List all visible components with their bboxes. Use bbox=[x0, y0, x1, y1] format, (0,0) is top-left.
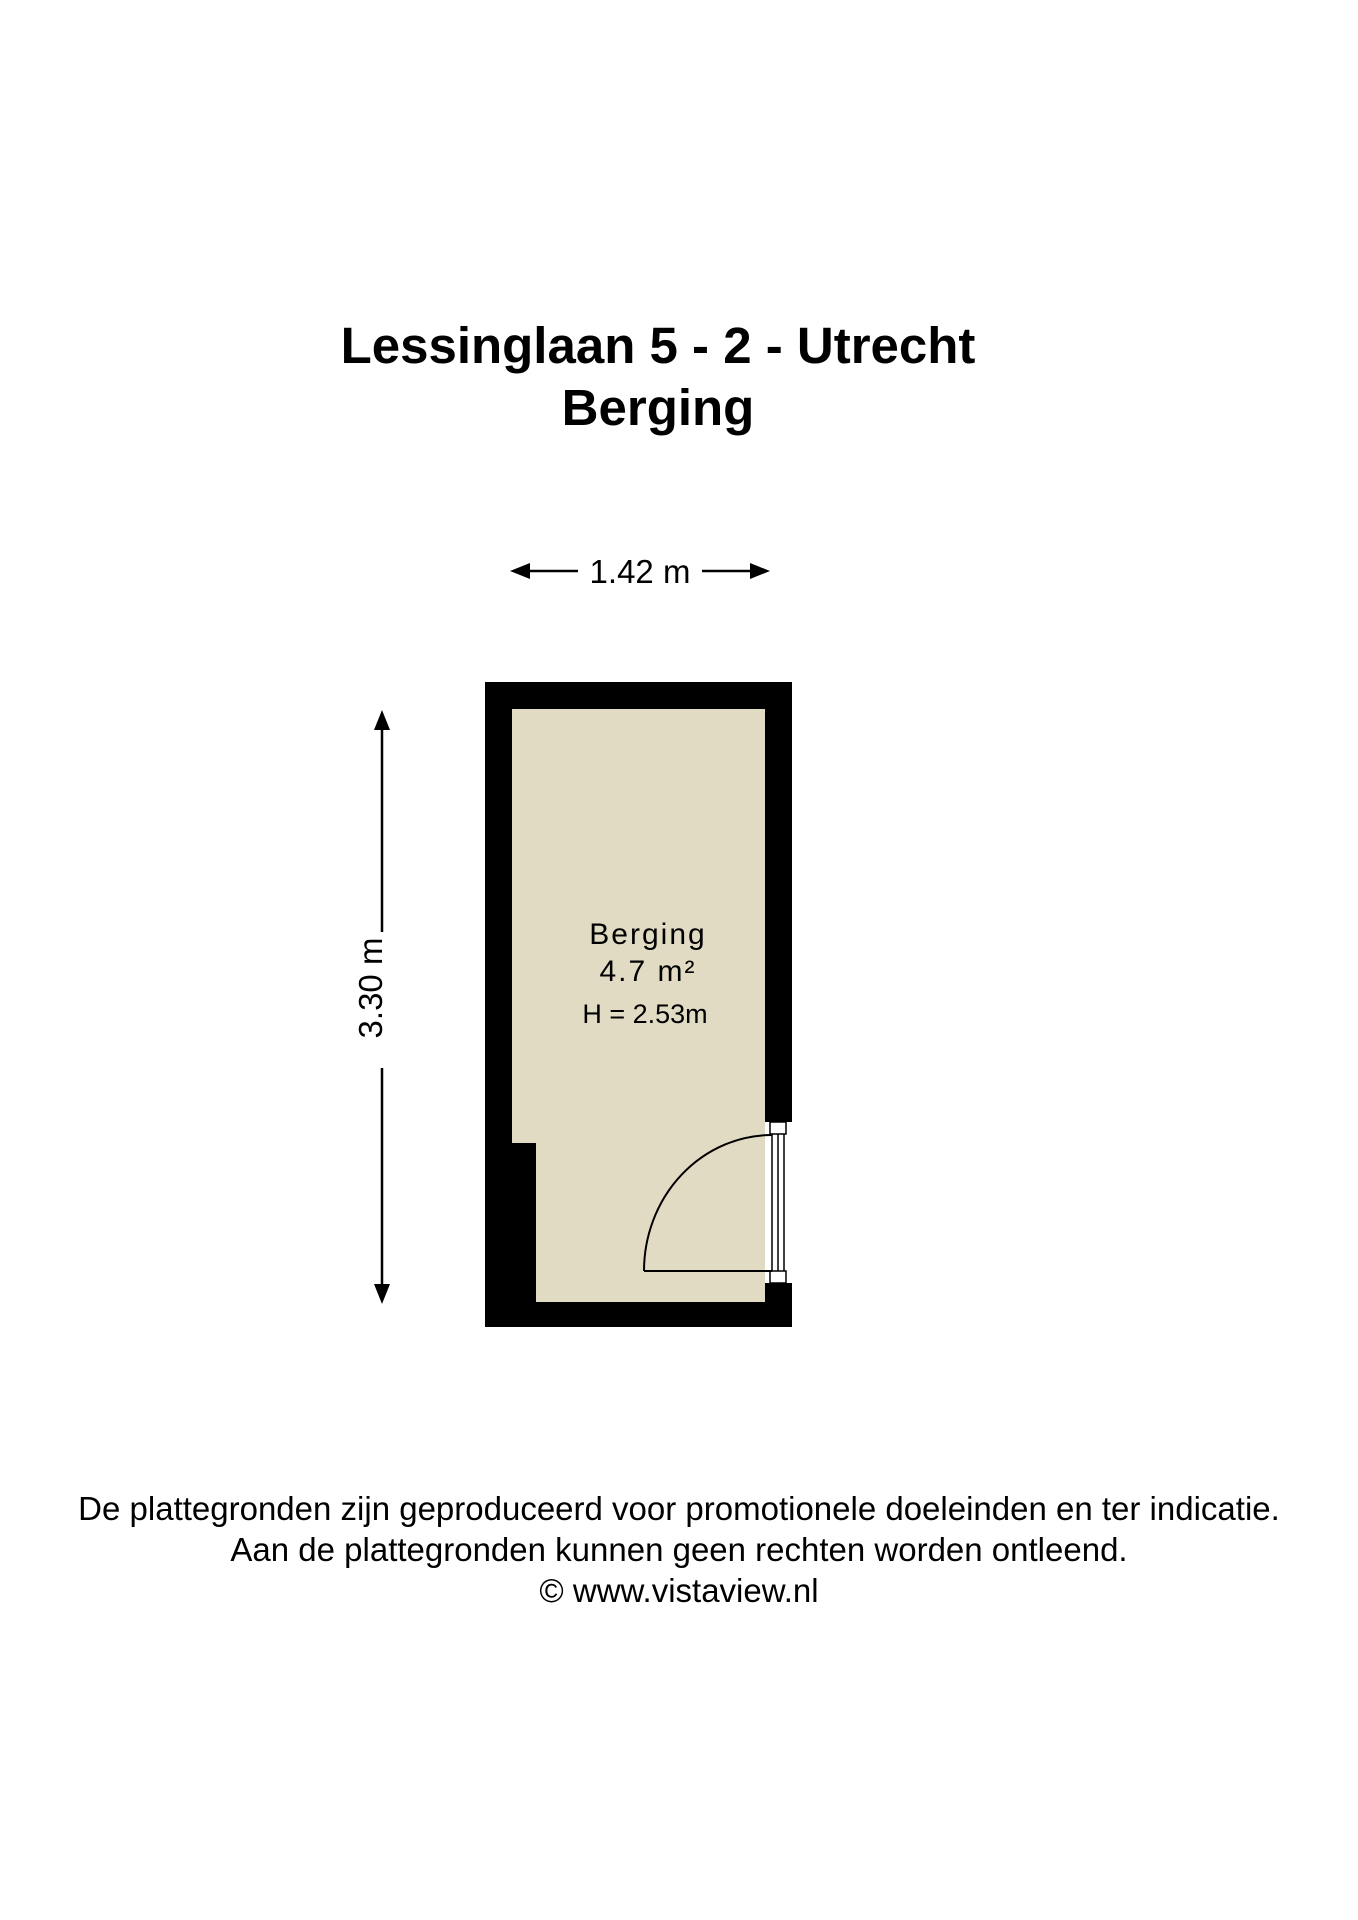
door-jamb-bottom bbox=[770, 1271, 786, 1283]
depth-arrow-up-icon bbox=[374, 710, 390, 730]
door-jamb-top bbox=[770, 1122, 786, 1134]
door-opening bbox=[765, 1122, 793, 1283]
room-labels bbox=[582, 918, 707, 1029]
disclaimer-line-2: Aan de plattegronden kunnen geen rechten worden ontleend. bbox=[230, 1531, 1128, 1568]
page-subtitle: Berging bbox=[561, 379, 755, 436]
width-arrow-left-icon bbox=[510, 563, 530, 579]
width-label: 1.42 m bbox=[589, 553, 691, 590]
room-area: 4.7 m² bbox=[599, 955, 697, 988]
page-title: Lessinglaan 5 - 2 - Utrecht bbox=[340, 317, 976, 374]
width-arrow-right-icon bbox=[750, 563, 770, 579]
copyright-link[interactable]: © www.vistaview.nl bbox=[539, 1572, 819, 1609]
room-height: H = 2.53m bbox=[582, 999, 708, 1029]
width-dimension bbox=[510, 553, 770, 590]
depth-label: 3.30 m bbox=[352, 937, 389, 1039]
room-name: Berging bbox=[589, 918, 707, 951]
depth-dimension bbox=[352, 710, 390, 1304]
disclaimer-line-1: De plattegronden zijn geproduceerd voor promotionele doeleinden en ter indicatie. bbox=[78, 1490, 1280, 1527]
depth-arrow-down-icon bbox=[374, 1284, 390, 1304]
